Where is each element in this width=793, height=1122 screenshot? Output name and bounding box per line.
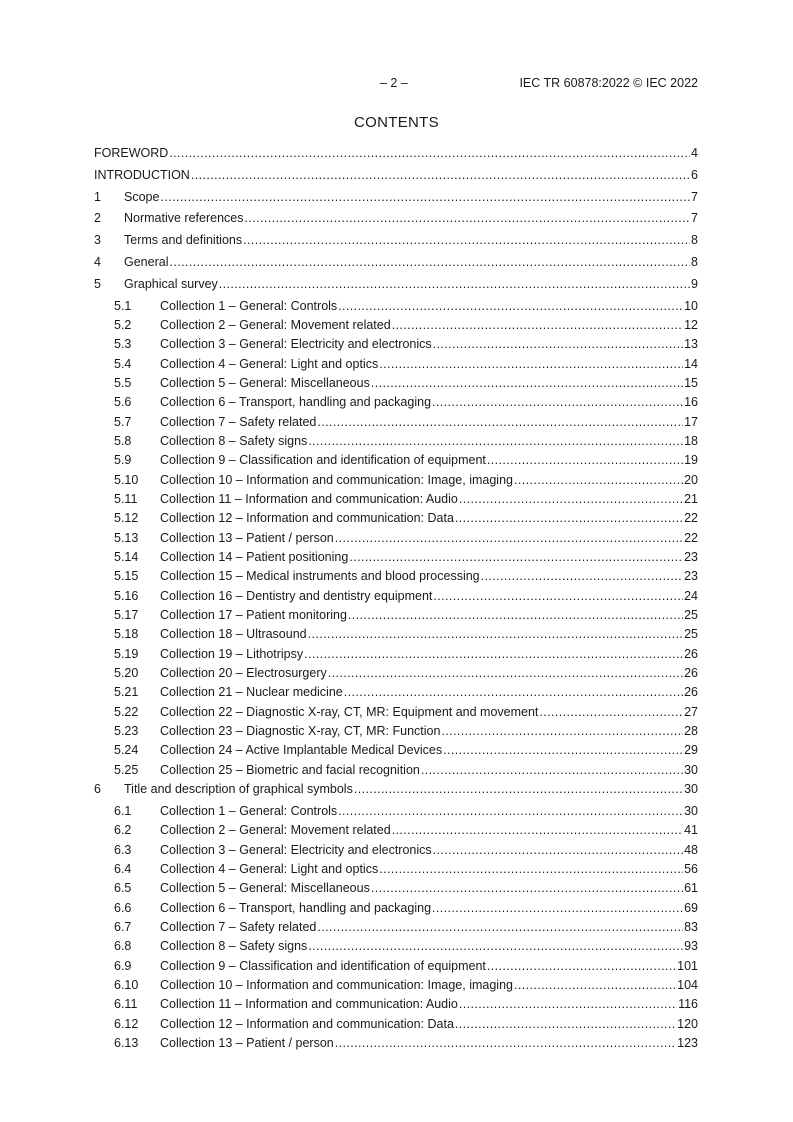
toc-entry-page: 116 — [678, 997, 698, 1012]
toc-entry[interactable] — [94, 782, 698, 804]
toc-entry-label: Collection 5 – General: Miscellaneous — [160, 881, 370, 896]
toc-entry-label: Normative references — [124, 211, 244, 226]
toc-entry-number: 5.24 — [114, 743, 139, 758]
toc-entry-page: 69 — [684, 900, 698, 915]
toc-entry-page: 104 — [677, 978, 698, 993]
toc-dot-leader — [308, 627, 683, 641]
page-title: CONTENTS — [354, 114, 439, 131]
toc-dot-leader — [432, 395, 683, 409]
toc-entry-label: Collection 2 – General: Movement related — [160, 317, 391, 332]
toc-entry[interactable] — [94, 255, 698, 277]
toc-entry-number: 5.12 — [114, 511, 139, 526]
toc-entry[interactable] — [94, 337, 698, 356]
toc-dot-leader — [459, 997, 677, 1011]
toc-entry-label: Collection 11 – Information and communication: Audio — [160, 492, 458, 507]
toc-entry-number: 5.19 — [114, 646, 139, 661]
toc-entry-label: Scope — [124, 189, 160, 204]
toc-dot-leader — [459, 492, 683, 506]
toc-entry-number: 5.16 — [114, 588, 139, 603]
toc-entry-page: 15 — [684, 375, 698, 390]
toc-entry-page: 19 — [684, 453, 698, 468]
toc-entry-page: 30 — [684, 803, 698, 818]
toc-dot-leader — [441, 724, 683, 738]
toc-entry-label: Collection 22 – Diagnostic X-ray, CT, MR: Equipment and movement — [160, 704, 539, 719]
toc-entry[interactable] — [94, 608, 698, 627]
toc-entry-label: Collection 3 – General: Electricity and electronics — [160, 337, 432, 352]
toc-entry-label: Collection 4 – General: Light and optics — [160, 862, 379, 876]
toc-entry[interactable] — [94, 168, 698, 190]
toc-dot-leader — [455, 1017, 676, 1031]
toc-entry-page: 26 — [684, 646, 698, 661]
toc-dot-leader — [169, 146, 690, 160]
toc-entry-page: 10 — [684, 298, 698, 313]
toc-entry-page: 4 — [691, 146, 698, 160]
document-id: IEC TR 60878:2022 © IEC 2022 — [519, 76, 698, 90]
toc-entry-page: 56 — [684, 862, 698, 876]
toc-entry-page: 48 — [684, 842, 698, 857]
toc-dot-leader — [354, 782, 683, 796]
toc-entry-number: 6.2 — [114, 823, 132, 838]
toc-entry-page: 61 — [684, 881, 698, 896]
toc-entry[interactable] — [94, 743, 698, 762]
toc-entry-page: 123 — [677, 1036, 698, 1051]
toc-entry-label: Collection 8 – Safety signs — [160, 939, 308, 954]
toc-entry-number: 6.5 — [114, 881, 132, 896]
toc-dot-leader — [371, 881, 683, 895]
toc-entry-number: 6.7 — [114, 920, 132, 935]
toc-entry-page: 24 — [684, 588, 698, 603]
toc-entry[interactable] — [94, 823, 698, 842]
toc-entry-label: Collection 18 – Ultrasound — [160, 627, 307, 642]
toc-entry-label: Collection 6 – Transport, handling and packaging — [160, 900, 432, 915]
toc-entry-label: Collection 12 – Information and communication: Data — [160, 511, 454, 526]
toc-entry[interactable] — [94, 277, 698, 299]
toc-entry-page: 25 — [684, 627, 698, 642]
toc-dot-leader — [219, 277, 690, 291]
toc-entry-number: 3 — [94, 233, 101, 248]
toc-entry[interactable] — [94, 569, 698, 588]
toc-entry[interactable] — [94, 550, 698, 569]
toc-entry-label: Collection 10 – Information and communication: Image, imaging — [160, 978, 513, 993]
toc-entry-page: 29 — [684, 743, 698, 758]
toc-entry-page: 9 — [691, 276, 698, 291]
toc-entry[interactable] — [94, 978, 698, 997]
toc-entry-number: 5.15 — [114, 569, 139, 584]
toc-entry[interactable] — [94, 666, 698, 685]
toc-entry-number: 6.13 — [114, 1036, 139, 1051]
toc-entry-number: 5.8 — [114, 433, 132, 448]
toc-entry-label: Collection 2 – General: Movement related — [160, 823, 391, 838]
toc-entry-label: Terms and definitions — [124, 233, 243, 248]
toc-entry-label: Collection 13 – Patient / person — [160, 1036, 334, 1051]
toc-entry-number: 1 — [94, 189, 101, 204]
toc-entry-label: Collection 11 – Information and communication: Audio — [160, 997, 458, 1012]
toc-entry-label: Collection 19 – Lithotripsy — [160, 646, 304, 661]
toc-entry-page: 21 — [684, 492, 698, 507]
toc-dot-leader — [191, 168, 690, 182]
toc-entry[interactable] — [94, 357, 698, 376]
toc-entry[interactable] — [94, 843, 698, 862]
toc-entry-number: 6.12 — [114, 1016, 139, 1031]
table-of-contents — [94, 146, 698, 1055]
toc-entry-page: 30 — [684, 762, 698, 777]
toc-entry-number: 5.2 — [114, 317, 132, 332]
toc-dot-leader — [487, 453, 683, 467]
toc-entry-page: 13 — [684, 337, 698, 352]
toc-entry-page: 25 — [684, 608, 698, 623]
toc-dot-leader — [349, 550, 683, 564]
toc-entry[interactable] — [94, 395, 698, 414]
toc-entry-page: 16 — [684, 395, 698, 410]
toc-dot-leader — [317, 415, 683, 429]
toc-entry[interactable] — [94, 1036, 698, 1055]
toc-entry-label: Collection 14 – Patient positioning — [160, 550, 349, 565]
toc-dot-leader — [432, 901, 683, 915]
toc-entry-number: 5.25 — [114, 762, 139, 777]
toc-entry[interactable] — [94, 453, 698, 472]
toc-entry-page: 6 — [691, 167, 698, 182]
toc-entry-label: Collection 15 – Medical instruments and blood processing — [160, 569, 480, 584]
toc-entry-page: 28 — [684, 724, 698, 739]
toc-dot-leader — [481, 569, 683, 583]
toc-entry-label: INTRODUCTION — [94, 167, 190, 182]
toc-entry[interactable] — [94, 146, 698, 168]
toc-entry-page: 12 — [684, 317, 698, 332]
toc-dot-leader — [304, 647, 683, 661]
toc-entry-page: 41 — [684, 823, 698, 838]
toc-dot-leader — [245, 211, 691, 225]
toc-entry-number: 5.1 — [114, 298, 132, 313]
toc-entry-page: 23 — [684, 550, 698, 565]
toc-entry-page: 22 — [684, 511, 698, 526]
toc-dot-leader — [317, 920, 683, 934]
toc-entry-page: 22 — [684, 530, 698, 545]
toc-entry-number: 5.20 — [114, 666, 139, 681]
toc-dot-leader — [328, 666, 683, 680]
toc-entry[interactable] — [94, 939, 698, 958]
toc-entry-page: 8 — [691, 254, 698, 269]
toc-entry-label: Collection 9 – Classification and identification of equipment — [160, 958, 486, 973]
toc-entry-number: 6.9 — [114, 958, 132, 973]
toc-entry-label: General — [124, 254, 169, 269]
toc-dot-leader — [392, 318, 683, 332]
toc-entry-page: 101 — [677, 958, 698, 973]
toc-entry-number: 6.4 — [114, 862, 132, 876]
toc-entry-label: Title and description of graphical symbols — [124, 782, 353, 797]
toc-entry-label: Collection 6 – Transport, handling and packaging — [160, 395, 432, 410]
toc-entry-number: 5.5 — [114, 375, 132, 390]
toc-entry-page: 26 — [684, 685, 698, 700]
toc-entry-label: Collection 24 – Active Implantable Medical Devices — [160, 743, 443, 758]
toc-entry-page: 120 — [677, 1016, 698, 1031]
toc-dot-leader — [379, 357, 683, 371]
toc-entry-label: Collection 8 – Safety signs — [160, 433, 308, 448]
toc-entry-page: 17 — [684, 414, 698, 429]
toc-entry-number: 6.8 — [114, 939, 132, 954]
toc-entry-label: Collection 7 – Safety related — [160, 920, 317, 935]
toc-dot-leader — [344, 685, 683, 699]
toc-dot-leader — [433, 337, 683, 351]
toc-entry-number: 5.13 — [114, 530, 139, 545]
toc-entry-label: Collection 1 – General: Controls — [160, 803, 338, 818]
toc-entry-number: 5 — [94, 276, 101, 291]
toc-dot-leader — [514, 978, 676, 992]
toc-entry[interactable] — [94, 415, 698, 434]
toc-dot-leader — [392, 823, 683, 837]
toc-entry[interactable] — [94, 511, 698, 530]
toc-dot-leader — [308, 939, 683, 953]
toc-entry-page: 27 — [684, 704, 698, 719]
toc-entry-label: Collection 12 – Information and communication: Data — [160, 1016, 454, 1031]
toc-entry-number: 5.11 — [114, 492, 138, 507]
toc-dot-leader — [371, 376, 683, 390]
toc-entry[interactable] — [94, 190, 698, 212]
toc-entry[interactable] — [94, 233, 698, 255]
toc-entry-number: 6 — [94, 782, 101, 797]
toc-entry-number: 6.3 — [114, 842, 132, 857]
toc-entry-page: 83 — [684, 920, 698, 935]
toc-entry-label: Collection 13 – Patient / person — [160, 530, 334, 545]
toc-entry-number: 5.4 — [114, 356, 132, 371]
toc-entry[interactable] — [94, 705, 698, 724]
toc-dot-leader — [348, 608, 683, 622]
page-number: – 2 – — [380, 76, 408, 90]
toc-entry-label: Graphical survey — [124, 276, 218, 291]
toc-entry-label: Collection 4 – General: Light and optics — [160, 356, 379, 371]
toc-entry[interactable] — [94, 492, 698, 511]
toc-entry[interactable] — [94, 589, 698, 608]
toc-entry-label: Collection 23 – Diagnostic X-ray, CT, MR: Function — [160, 724, 441, 739]
toc-entry[interactable] — [94, 862, 698, 881]
toc-entry-page: 93 — [684, 939, 698, 954]
toc-dot-leader — [160, 190, 690, 204]
toc-entry-number: 5.7 — [114, 414, 132, 429]
toc-entry-page: 7 — [691, 211, 698, 226]
toc-dot-leader — [338, 804, 683, 818]
toc-entry[interactable] — [94, 299, 698, 318]
toc-entry-label: Collection 9 – Classification and identification of equipment — [160, 453, 486, 468]
toc-entry[interactable] — [94, 473, 698, 492]
toc-entry[interactable] — [94, 997, 698, 1016]
page-header — [94, 76, 698, 92]
toc-entry-number: 5.14 — [114, 550, 139, 565]
toc-entry-label: Collection 3 – General: Electricity and electronics — [160, 842, 432, 857]
toc-entry-number: 4 — [94, 254, 101, 269]
toc-dot-leader — [433, 843, 683, 857]
toc-dot-leader — [243, 233, 690, 247]
toc-entry-number: 6.10 — [114, 978, 139, 993]
toc-entry[interactable] — [94, 763, 698, 782]
toc-entry-label: Collection 7 – Safety related — [160, 414, 317, 429]
toc-entry[interactable] — [94, 627, 698, 646]
toc-entry-number: 2 — [94, 211, 101, 226]
toc-dot-leader — [335, 531, 683, 545]
toc-dot-leader — [514, 473, 683, 487]
toc-dot-leader — [443, 743, 683, 757]
toc-entry-label: Collection 25 – Biometric and facial recognition — [160, 762, 420, 777]
toc-entry[interactable] — [94, 685, 698, 704]
toc-entry-label: Collection 16 – Dentistry and dentistry equipment — [160, 588, 433, 603]
toc-entry-number: 6.6 — [114, 900, 132, 915]
toc-entry-page: 14 — [684, 356, 698, 371]
toc-entry-number: 5.22 — [114, 704, 139, 719]
toc-dot-leader — [335, 1036, 676, 1050]
toc-dot-leader — [338, 299, 683, 313]
toc-entry-number: 5.10 — [114, 472, 139, 487]
toc-entry-page: 7 — [691, 189, 698, 204]
toc-entry-page: 23 — [684, 569, 698, 584]
toc-entry-page: 30 — [684, 782, 698, 797]
toc-entry-number: 5.9 — [114, 453, 132, 468]
toc-entry-page: 26 — [684, 666, 698, 681]
toc-entry-label: Collection 17 – Patient monitoring — [160, 608, 347, 623]
toc-entry-label: Collection 21 – Nuclear medicine — [160, 685, 343, 700]
toc-entry-label: Collection 5 – General: Miscellaneous — [160, 375, 370, 390]
toc-dot-leader — [379, 862, 683, 876]
toc-dot-leader — [169, 255, 690, 269]
toc-dot-leader — [433, 589, 683, 603]
toc-entry-label: FOREWORD — [94, 146, 169, 160]
toc-entry-page: 18 — [684, 433, 698, 448]
toc-entry-number: 5.23 — [114, 724, 139, 739]
toc-entry[interactable] — [94, 434, 698, 453]
toc-entry-number: 5.6 — [114, 395, 132, 410]
toc-entry[interactable] — [94, 901, 698, 920]
toc-entry-number: 5.18 — [114, 627, 139, 642]
toc-dot-leader — [487, 959, 676, 973]
toc-entry-number: 6.1 — [114, 803, 132, 818]
toc-entry-label: Collection 1 – General: Controls — [160, 298, 338, 313]
toc-entry[interactable] — [94, 804, 698, 823]
toc-entry[interactable] — [94, 647, 698, 666]
toc-entry-label: Collection 20 – Electrosurgery — [160, 666, 327, 681]
toc-entry-number: 5.21 — [114, 685, 139, 700]
toc-entry-page: 8 — [691, 233, 698, 248]
toc-entry[interactable] — [94, 920, 698, 939]
toc-dot-leader — [308, 434, 683, 448]
toc-entry[interactable] — [94, 376, 698, 395]
toc-entry[interactable] — [94, 881, 698, 900]
toc-entry-page: 20 — [684, 472, 698, 487]
toc-entry[interactable] — [94, 318, 698, 337]
toc-entry-number: 5.3 — [114, 337, 132, 352]
toc-entry-label: Collection 10 – Information and communication: Image, imaging — [160, 472, 513, 487]
toc-entry-number: 5.17 — [114, 608, 139, 623]
toc-entry[interactable] — [94, 724, 698, 743]
toc-dot-leader — [539, 705, 683, 719]
toc-entry[interactable] — [94, 959, 698, 978]
toc-entry[interactable] — [94, 211, 698, 233]
toc-dot-leader — [455, 511, 683, 525]
toc-entry[interactable] — [94, 1017, 698, 1036]
toc-entry[interactable] — [94, 531, 698, 550]
toc-entry-number: 6.11 — [114, 997, 138, 1012]
toc-dot-leader — [421, 763, 683, 777]
